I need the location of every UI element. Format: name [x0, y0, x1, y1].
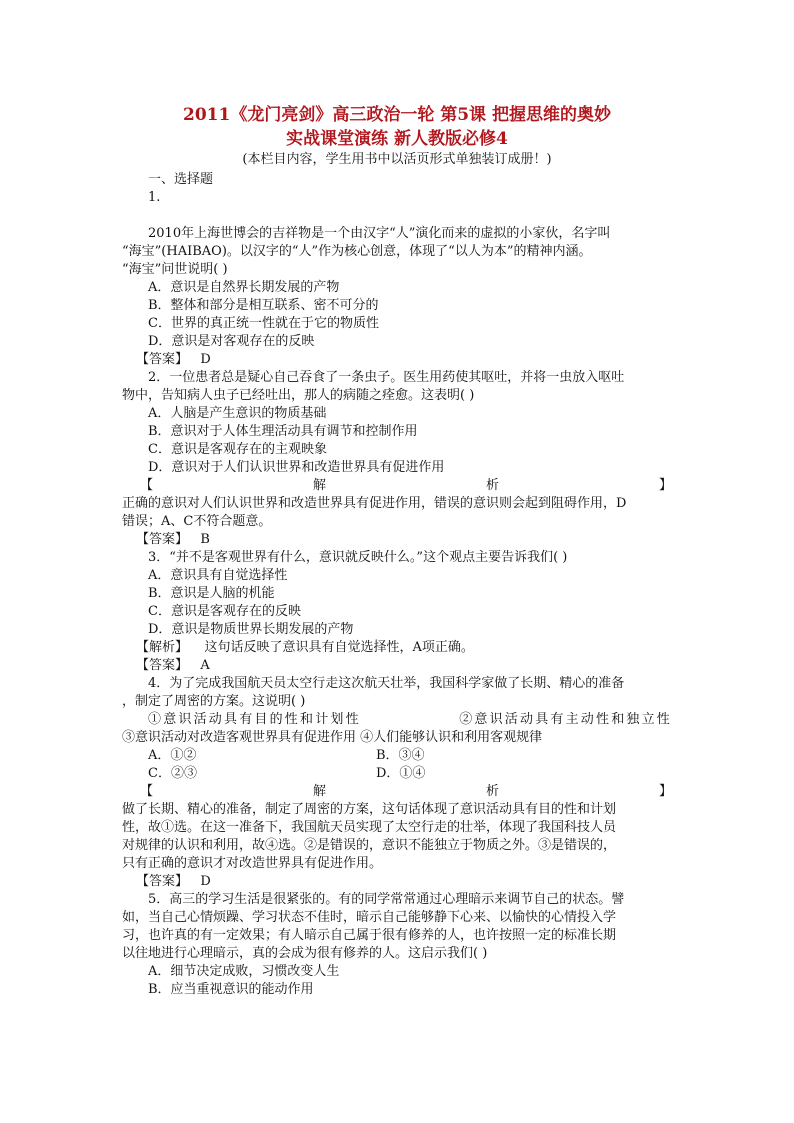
q1-stem-line-3: “海宝”问世说明( )	[122, 262, 228, 277]
q2-answer	[122, 531, 672, 549]
q1-option-c: C．世界的真正统一性就在于它的物质性	[148, 316, 379, 331]
q1-stem-line-2: “海宝”(HAIBAO)。以汉字的“人”作为核心创意，体现了“以人为本”的精神内涵。	[122, 244, 592, 259]
q4-analysis-char-2: 析	[485, 784, 499, 799]
q4-analysis-line-2: 性，故①选。在这一准备下，我国航天员实现了太空行走的壮举，体现了我国科技人员	[122, 820, 617, 835]
q4-stem-line-1: 4．为了完成我国航天员太空行走这次航天壮举，我国科学家做了长期、精心的准备	[148, 676, 625, 691]
q4-option-c: C．②③	[148, 766, 197, 781]
q2-analysis-char-2: 析	[485, 478, 499, 493]
q1-answer-label: 【答案】	[136, 352, 189, 367]
document-title: 2011《龙门亮剑》高三政治一轮 第5课 把握思维的奥妙	[183, 105, 611, 125]
q2-option-c: C．意识是客观存在的主观映象	[148, 442, 327, 457]
q1-image-gap	[122, 207, 672, 225]
q5-stem-line-2: 如，当自己心情烦躁、学习状态不佳时，暗示自己能够静下心来、以愉快的心情投入学	[122, 910, 617, 925]
q4-analysis-line-3: 对规律的认识和利用，故④选。②是错误的，意识不能独立于物质之外。③是错误的，	[122, 838, 617, 853]
q1-number: 1.	[148, 190, 161, 205]
q4-item-1: ①意识活动具有目的性和计划性	[148, 712, 361, 727]
q3-stem: 3．“并不是客观世界有什么，意识就反映什么。”这个观点主要告诉我们( )	[148, 550, 568, 565]
q4-option-d: D．①④	[376, 766, 426, 781]
q4-answer	[122, 873, 672, 891]
q5-option-b: B．应当重视意识的能动作用	[148, 982, 314, 997]
document-subtitle: 实战课堂演练 新人教版必修4	[286, 129, 508, 149]
q3-option-a: A．意识具有自觉选择性	[148, 568, 288, 583]
q3-answer-value: A	[200, 658, 210, 673]
q4-analysis-line-1: 做了长期、精心的准备，制定了周密的方案，这句话体现了意识活动具有目的性和计划	[122, 802, 617, 817]
q3-analysis-text: 这句话反映了意识具有自觉选择性，A项正确。	[204, 640, 474, 655]
q4-items-line-1	[122, 711, 672, 729]
q3-answer-label: 【答案】	[136, 658, 189, 673]
q3-option-d: D．意识是物质世界长期发展的产物	[148, 622, 354, 637]
q4-answer-label: 【答案】	[136, 874, 189, 889]
q4-analysis-char-1: 解	[312, 784, 326, 799]
q4-options-row-2	[122, 765, 672, 783]
q1-option-b: B．整体和部分是相互联系、密不可分的	[148, 298, 379, 313]
q3-analysis-label: 【解析】	[136, 640, 189, 655]
q3-analysis	[122, 639, 672, 657]
q2-analysis-line-1: 正确的意识对人们认识世界和改造世界具有促进作用，错误的意识则会起到阻碍作用，D	[122, 496, 627, 511]
q2-option-b: B．意识对于人体生理活动具有调节和控制作用	[148, 424, 418, 439]
q4-option-b: B．③④	[376, 748, 425, 763]
q4-analysis-label	[122, 783, 672, 801]
q4-analysis-close: 】	[658, 784, 672, 799]
q4-answer-value: D	[200, 874, 211, 889]
q1-stem-line-1: 2010年上海世博会的吉祥物是一个由汉字“人”演化而来的虚拟的小家伙，名字叫	[148, 226, 611, 241]
q4-analysis-line-4: 只有正确的意识才对改造世界具有促进作用。	[122, 856, 383, 871]
q3-option-c: C．意识是客观存在的反映	[148, 604, 301, 619]
q5-stem-line-1: 5．高三的学习生活是很紧张的。有的同学常常通过心理暗示来调节自己的状态。譬	[148, 892, 625, 907]
q5-stem-line-3: 习，也许真的有一定效果；有人暗示自己属于很有修养的人，也许按照一定的标准长期	[122, 928, 617, 943]
q5-stem-line-4: 以往地进行心理暗示，真的会成为很有修养的人。这启示我们( )	[122, 946, 488, 961]
q4-option-a: A．①②	[148, 748, 197, 763]
q2-analysis-char-1: 解	[312, 478, 326, 493]
q2-answer-value: B	[200, 532, 210, 547]
q2-answer-label: 【答案】	[136, 532, 189, 547]
q2-analysis-close: 】	[658, 478, 672, 493]
q2-stem-line-2: 物中，告知病人虫子已经吐出，那人的病随之痊愈。这表明( )	[122, 388, 475, 403]
q2-option-d: D．意识对于人们认识世界和改造世界具有促进作用	[148, 460, 445, 475]
q2-analysis-line-2: 错误；A、C不符合题意。	[122, 514, 272, 529]
section-heading: 一、选择题	[148, 172, 214, 187]
q4-stem-line-2: ，制定了周密的方案。这说明( )	[122, 694, 306, 709]
q2-analysis-label	[122, 477, 672, 495]
q1-option-d: D．意识是对客观存在的反映	[148, 334, 315, 349]
q2-option-a: A．人脑是产生意识的物质基础	[148, 406, 327, 421]
q4-items-line-2: ③意识活动对改造客观世界具有促进作用 ④人们能够认识和利用客观规律	[122, 730, 543, 745]
q4-options-row-1	[122, 747, 672, 765]
q5-option-a: A．细节决定成败，习惯改变人生	[148, 964, 340, 979]
document-page	[122, 100, 672, 999]
q3-answer	[122, 657, 672, 675]
q1-answer	[122, 351, 672, 369]
q4-item-2: ②意识活动具有主动性和独立性	[459, 712, 672, 727]
q2-stem-line-1: 2．一位患者总是疑心自己吞食了一条虫子。医生用药使其呕吐，并将一虫放入呕吐	[148, 370, 625, 385]
binding-note: (本栏目内容，学生用书中以活页形式单独装订成册！)	[242, 152, 552, 167]
q3-option-b: B．意识是人脑的机能	[148, 586, 275, 601]
q2-analysis-open: 【	[140, 478, 154, 493]
q4-analysis-open: 【	[140, 784, 154, 799]
q1-option-a: A．意识是自然界长期发展的产物	[148, 280, 340, 295]
q1-answer-value: D	[200, 352, 211, 367]
